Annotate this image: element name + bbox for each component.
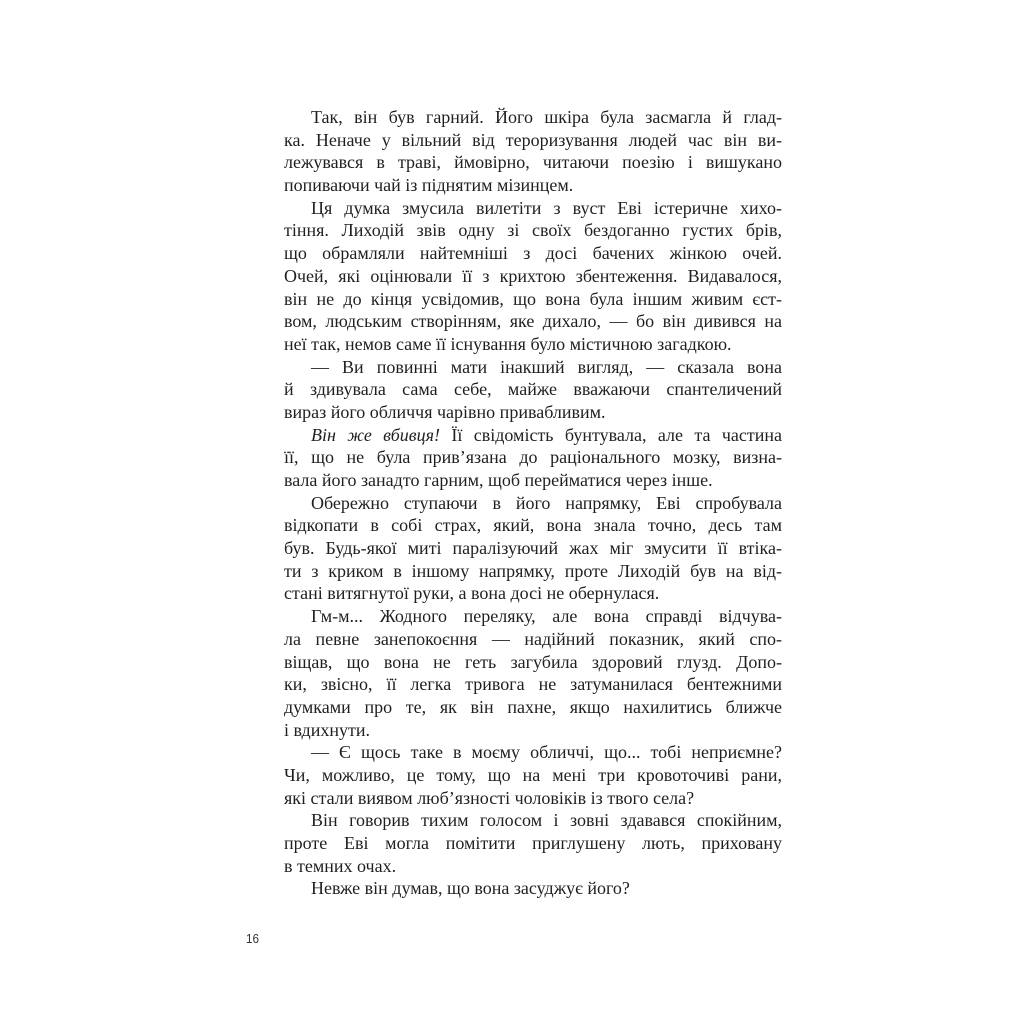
page-text	[284, 106, 782, 900]
text-line: попиваючи чай із піднятим мізинцем.	[284, 175, 574, 196]
text-line: вом, людським створінням, яке дихало, — бо він дивився на	[284, 311, 782, 332]
italic-inner-thought-text: Він же вбивця!	[311, 424, 440, 445]
text-line: ти з криком в іншому напрямку, проте Лиходій був на від-	[284, 560, 782, 581]
text-line: ка. Неначе у вільний від тероризування людей час він ви-	[284, 129, 782, 150]
text-line: і вдихнути.	[284, 719, 370, 740]
paragraph	[284, 877, 782, 900]
text-line: вала його занадто гарним, щоб перейматися через інше.	[284, 470, 713, 490]
text-line: проте Еві могла помітити приглушену лють, приховану	[284, 833, 782, 853]
paragraph	[284, 741, 782, 809]
text-line: Невже він думав, що вона засуджує його?	[311, 878, 630, 899]
text-line: відкопати в собі страх, який, вона знала точно, десь там	[284, 515, 782, 536]
text-line: був. Будь-якої миті паралізуючий жах міг змусити її втіка-	[284, 538, 782, 559]
text-line: ла певне занепокоєння — надійний показник, який спо-	[284, 628, 782, 649]
text-line: Він говорив тихим голосом і зовні здавався спокійним,	[311, 810, 782, 831]
text-line: й здивувала сама себе, майже вважаючи спантеличений	[284, 379, 782, 400]
text-line: він не до кінця усвідомив, що вона була іншим живим єст-	[284, 288, 782, 309]
text-line: думками про те, як він пахне, якщо нахилитись ближче	[284, 696, 782, 717]
text-line: ки, звісно, її легка тривога не затуманилася бентежними	[284, 674, 782, 695]
page-number: 16	[246, 931, 260, 946]
text-line: Обережно ступаючи в його напрямку, Еві спробувала	[311, 492, 782, 513]
paragraph	[284, 356, 782, 424]
text-line: що обрамляли найтемніші з досі бачених жінкою очей.	[284, 243, 782, 264]
text-line: Очей, які оцінювали її з крихтою збентеження. Видавалося,	[284, 265, 782, 286]
text-line: Ця думка змусила вилетіти з вуст Еві істеричне хихо-	[311, 197, 782, 218]
text-line	[284, 424, 782, 447]
text-line: віщав, що вона не геть загубила здоровий глузд. Допо-	[284, 651, 782, 672]
paragraph	[284, 106, 782, 197]
text-line: в темних очах.	[284, 855, 397, 876]
text-line: її, що не була прив’язана до раціонального мозку, визна-	[284, 447, 782, 468]
text-line: які стали виявом люб’язності чоловіків із твого села?	[284, 787, 695, 808]
text-line: вираз його обличчя чарівно привабливим.	[284, 401, 606, 422]
text-line: тіння. Лиходій звів одну зі своїх бездоганно густих брів,	[284, 220, 782, 241]
paragraph	[284, 492, 782, 605]
text-line: Чи, можливо, це тому, що на мені три кровоточиві рани,	[284, 764, 782, 785]
text-line: стані витягнутої руки, а вона досі не обернулася.	[284, 583, 660, 604]
paragraph	[284, 605, 782, 741]
text-line: — Ви повинні мати інакший вигляд, — сказала вона	[311, 356, 782, 377]
text-line: лежувався в траві, ймовірно, читаючи поезію і вишукано	[284, 152, 782, 173]
paragraph	[284, 809, 782, 877]
text-line: Так, він був гарний. Його шкіра була засмагла й глад-	[311, 107, 782, 127]
text-line: неї так, немов саме її існування було містичною загадкою.	[284, 333, 732, 354]
text-line: Гм-м... Жодного переляку, але вона справді відчува-	[311, 606, 782, 627]
paragraph	[284, 197, 782, 356]
text-line: — Є щось таке в моєму обличчі, що... тобі неприємне?	[311, 742, 782, 763]
text-span: Її свідомість бунтувала, але та частина	[440, 424, 783, 445]
paragraph	[284, 424, 782, 492]
